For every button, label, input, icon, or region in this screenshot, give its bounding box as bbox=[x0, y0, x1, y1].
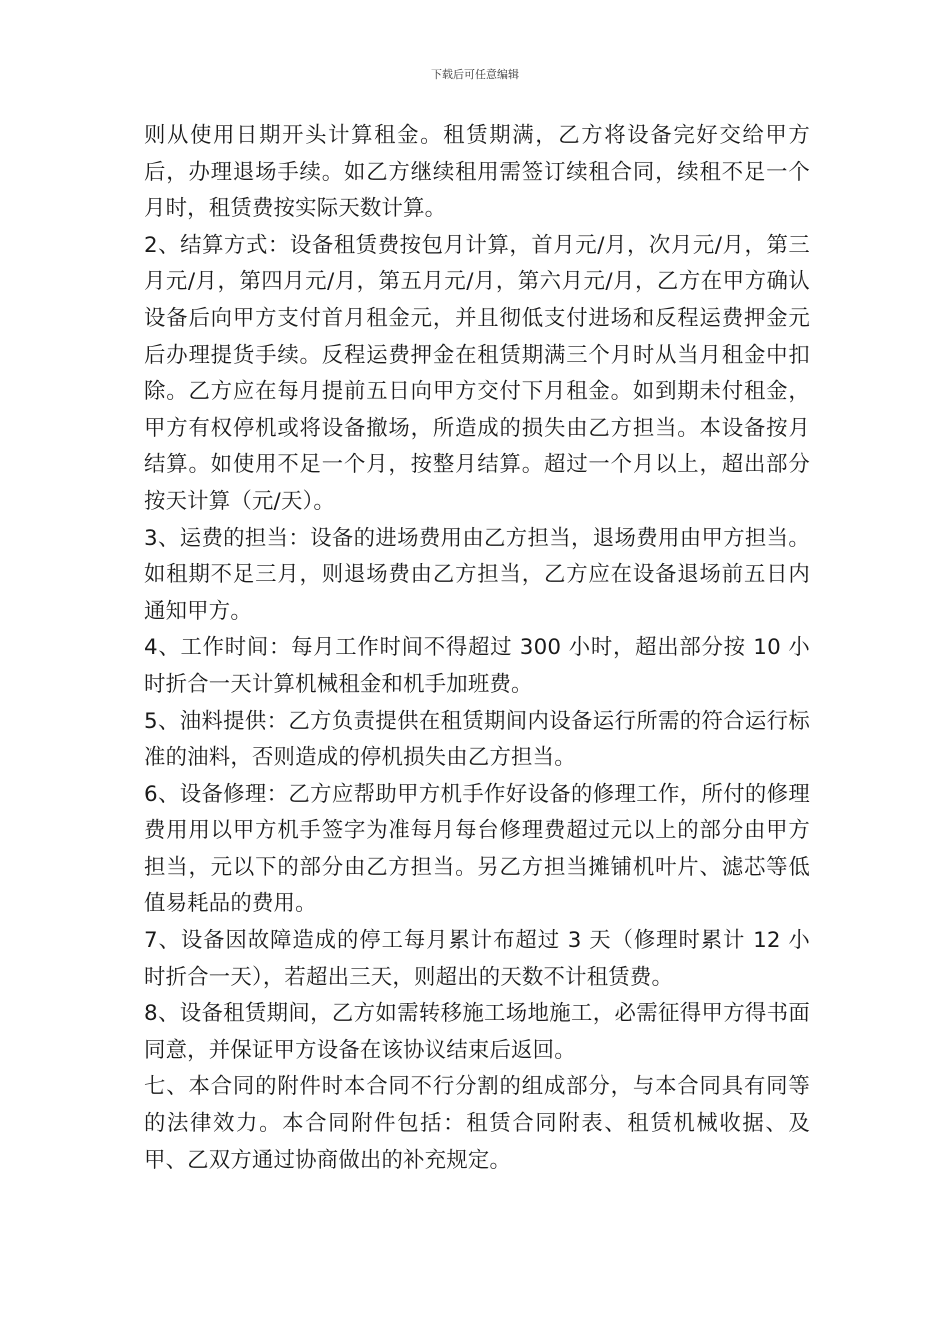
paragraph-freight: 3、运费的担当：设备的进场费用由乙方担当，退场费用由甲方担当。如租期不足三月，则退场费由乙方担当，乙方应在设备退场前五日内通知甲方。 bbox=[144, 525, 810, 624]
paragraph-downtime: 7、设备因故障造成的停工每月累计布超过 3 天（修理时累计 12 小时折合一天），若超出三天，则超出的天数不计租赁费。 bbox=[144, 928, 810, 990]
paragraph-site-transfer: 8、设备租赁期间，乙方如需转移施工场地施工，必需征得甲方得书面同意，并保证甲方设备在该协议结束后返回。 bbox=[144, 1001, 810, 1063]
paragraph-rent-start: 则从使用日期开头计算租金。租赁期满，乙方将设备完好交给甲方后，办理退场手续。如乙方继续租用需签订续租合同，续租不足一个月时，租赁费按实际天数计算。 bbox=[144, 123, 810, 222]
page-header: 下载后可任意编辑 bbox=[431, 68, 519, 81]
paragraph-attachments: 七、本合同的附件时本合同不行分割的组成部分，与本合同具有同等的法律效力。本合同附件包括：租赁合同附表、租赁机械收据、及甲、乙双方通过协商做出的补充规定。 bbox=[144, 1074, 810, 1173]
paragraph-settlement: 2、结算方式：设备租赁费按包月计算，首月元/月，次月元/月，第三月元/月，第四月元/月，第五月元/月，第六月元/月，乙方在甲方确认设备后向甲方支付首月租金元，并且彻低支付进场和反程运费押金元后办理提货手续。反程运费押金在租赁期满三个月时从当月租金中扣除。乙方应在每月提前五日向甲方交付下月租金。如到期未付租金，甲方有权停机或将设备撤场，所造成的损失由乙方担当。本设备按月结算。如使用不足一个月，按整月结算。超过一个月以上，超出部分按天计算（元/天）。 bbox=[144, 232, 810, 514]
document-body bbox=[144, 118, 810, 1179]
paragraph-fuel-supply: 5、油料提供：乙方负责提供在租赁期间内设备运行所需的符合运行标准的油料，否则造成的停机损失由乙方担当。 bbox=[144, 708, 810, 771]
paragraph-maintenance: 6、设备修理：乙方应帮助甲方机手作好设备的修理工作，所付的修理费用用以甲方机手签字为准每月每台修理费超过元以上的部分由甲方担当，元以下的部分由乙方担当。另乙方担当摊铺机叶片、滤芯等低值易耗品的费用。 bbox=[144, 781, 810, 917]
paragraph-working-hours: 4、工作时间：每月工作时间不得超过 300 小时，超出部分按 10 小时折合一天计算机械租金和机手加班费。 bbox=[144, 635, 810, 697]
